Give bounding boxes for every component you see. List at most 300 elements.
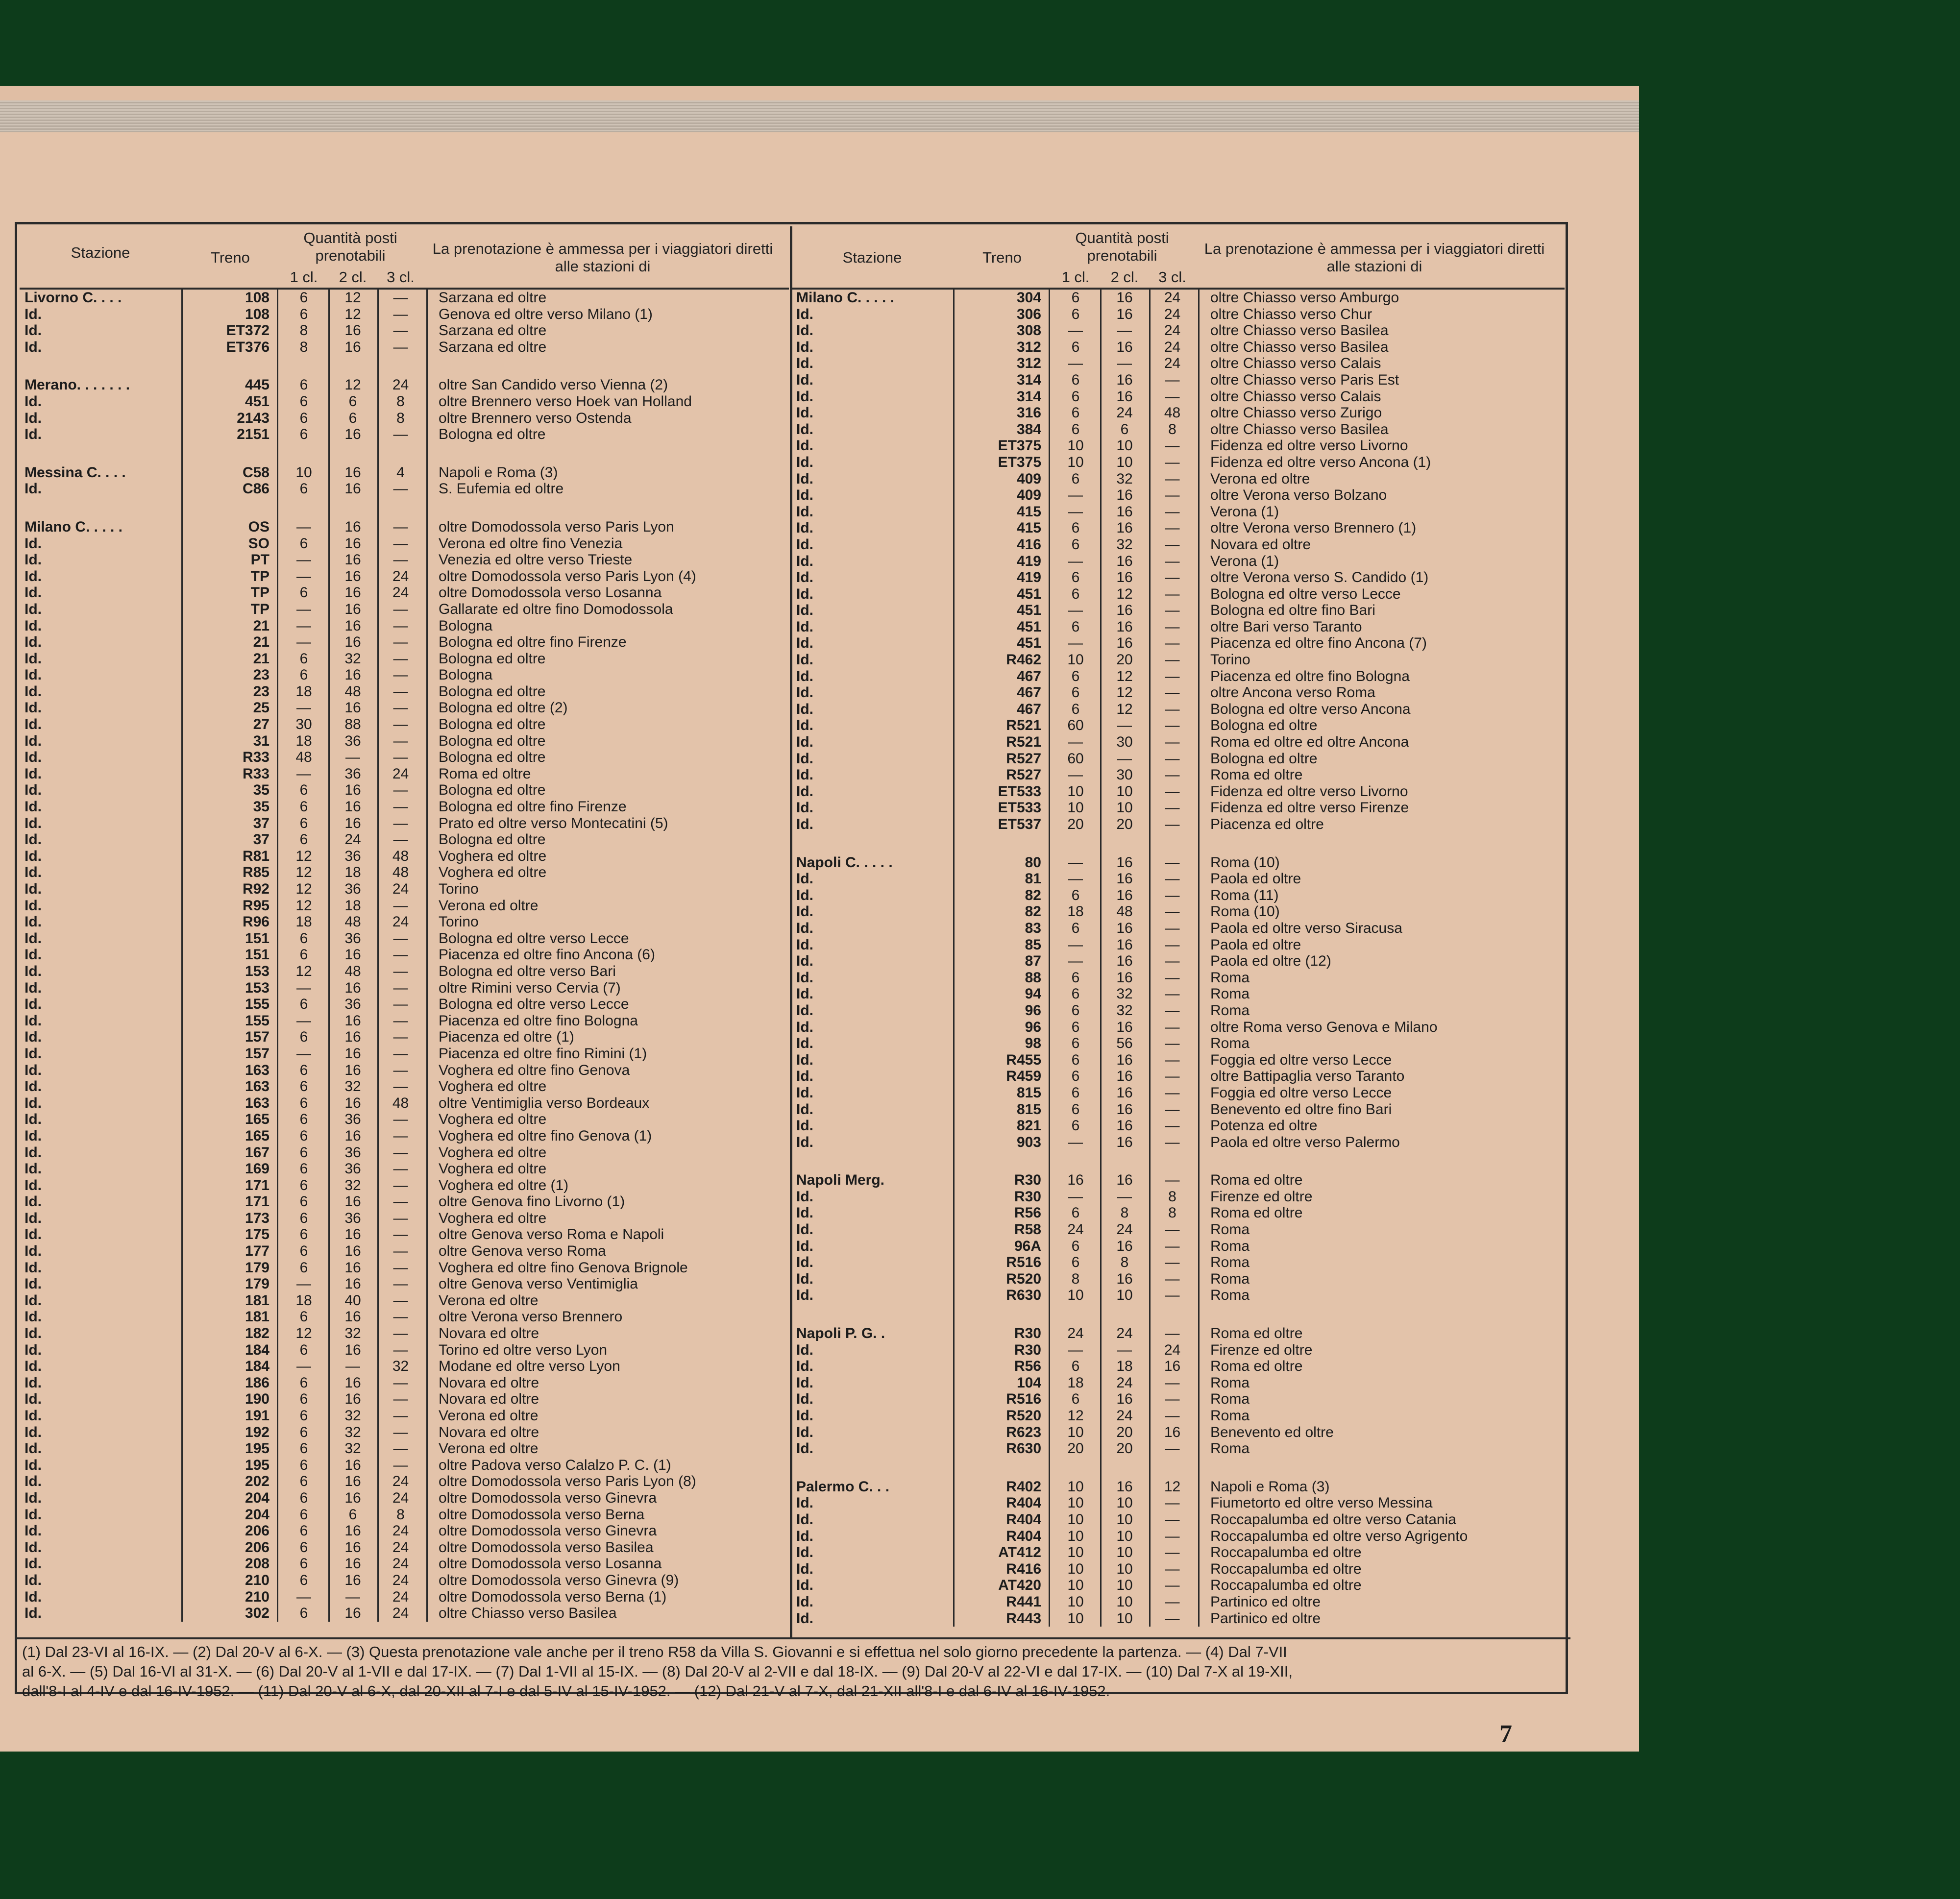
column-rule: [953, 290, 955, 1627]
table-row: [20, 1095, 789, 1112]
cell-cl2: 16: [344, 1029, 361, 1046]
cell-stazione: Id.: [24, 667, 42, 683]
cell-stazione: Id.: [796, 438, 813, 454]
cell-treno: 80: [1025, 854, 1041, 871]
cell-destinazione: Bologna ed oltre: [1210, 717, 1318, 734]
cell-stazione: Id.: [796, 520, 813, 536]
cell-cl3: —: [1165, 1118, 1180, 1134]
cell-stazione: Id.: [796, 602, 813, 619]
table-row: [20, 831, 789, 848]
cell-cl2: 20: [1116, 1424, 1133, 1440]
cell-treno: 21: [253, 634, 270, 651]
cell-cl1: 12: [295, 848, 312, 864]
cell-cl2: 16: [344, 535, 361, 552]
cell-treno: 153: [245, 963, 270, 979]
cell-destinazione: oltre Genova verso Ventimiglia: [439, 1276, 638, 1292]
cell-cl1: —: [296, 634, 311, 651]
cell-cl3: —: [393, 1177, 408, 1193]
cell-cl3: —: [393, 667, 408, 683]
cell-cl3: —: [1165, 1495, 1180, 1511]
cell-cl3: —: [393, 963, 408, 979]
cell-treno: 94: [1025, 986, 1041, 1002]
cell-cl3: —: [393, 749, 408, 766]
cell-destinazione: oltre Domodossola verso Losanna: [439, 584, 662, 601]
cell-cl3: —: [1165, 1254, 1180, 1271]
cell-destinazione: Voghera ed oltre: [439, 1111, 547, 1128]
cell-treno: 153: [245, 979, 270, 996]
cell-stazione: Id.: [24, 897, 42, 914]
cell-cl1: 6: [299, 426, 308, 443]
cell-treno: OS: [248, 518, 270, 535]
cell-destinazione: Paola ed oltre: [1210, 871, 1301, 887]
cell-stazione: Id.: [24, 881, 42, 897]
cell-cl2: 24: [1116, 1374, 1133, 1391]
cell-cl1: 6: [299, 1062, 308, 1078]
table-row: [20, 410, 789, 427]
cell-destinazione: Roma: [1210, 1408, 1250, 1424]
cell-stazione: Id.: [24, 1276, 42, 1292]
cell-destinazione: Bologna ed oltre: [439, 426, 546, 443]
cell-cl1: 6: [1071, 1358, 1080, 1375]
cell-cl3: 24: [392, 1523, 409, 1539]
cell-destinazione: Piacenza ed oltre fino Rimini (1): [439, 1045, 647, 1062]
cell-cl2: 36: [344, 881, 361, 897]
cell-treno: 308: [1016, 322, 1041, 339]
cell-cl3: 24: [392, 1556, 409, 1572]
cell-treno: R96: [242, 914, 270, 930]
cell-treno: 451: [245, 393, 270, 410]
cell-cl3: —: [393, 1424, 408, 1440]
cell-cl2: 36: [344, 848, 361, 864]
cell-destinazione: oltre Rimini verso Cervia (7): [439, 979, 621, 996]
cell-destinazione: oltre Ventimiglia verso Bordeaux: [439, 1095, 650, 1111]
cell-cl2: —: [1117, 322, 1132, 339]
cell-stazione: Id.: [796, 1134, 813, 1150]
cell-cl2: 16: [344, 1341, 361, 1358]
cell-stazione: Id.: [24, 1177, 42, 1193]
cell-destinazione: Sarzana ed oltre: [439, 322, 547, 339]
table-row: [791, 970, 1565, 986]
cell-cl1: —: [1068, 767, 1083, 783]
cell-cl3: 24: [392, 1489, 409, 1506]
cell-cl2: 16: [344, 584, 361, 601]
header-cl2: 2 cl.: [339, 268, 367, 286]
cell-destinazione: Voghera ed oltre fino Genova: [439, 1062, 630, 1078]
cell-cl2: 32: [344, 1408, 361, 1424]
cell-stazione: Id.: [796, 684, 813, 701]
cell-cl2: 12: [344, 306, 361, 322]
cell-cl3: —: [393, 996, 408, 1013]
cell-cl2: 16: [1116, 388, 1133, 405]
cell-cl2: 32: [1116, 536, 1133, 553]
cell-cl1: 12: [295, 881, 312, 897]
table-row: [20, 1210, 789, 1227]
cell-cl3: —: [1165, 388, 1180, 405]
cell-cl1: —: [296, 979, 311, 996]
cell-stazione: Id.: [796, 1391, 813, 1408]
cell-destinazione: Bologna ed oltre (2): [439, 700, 568, 716]
table-row: [20, 322, 789, 339]
cell-cl2: —: [345, 749, 360, 766]
cell-treno: 25: [253, 700, 270, 716]
table-row: [20, 1062, 789, 1079]
cell-cl1: 10: [1067, 800, 1084, 816]
cell-destinazione: Piacenza ed oltre fino Ancona (6): [439, 947, 655, 963]
table-row: [791, 734, 1565, 751]
cell-cl1: 10: [1067, 438, 1084, 454]
cell-cl1: —: [296, 552, 311, 568]
cell-cl1: 10: [1067, 1287, 1084, 1304]
table-row: [20, 1473, 789, 1490]
cell-treno: ET533: [998, 783, 1041, 800]
cell-stazione: Id.: [796, 1221, 813, 1238]
cell-destinazione: oltre San Candido verso Vienna (2): [439, 377, 668, 393]
table-row: [791, 1325, 1565, 1342]
cell-stazione: Id.: [796, 1051, 813, 1068]
cell-cl1: 6: [1071, 1118, 1080, 1134]
cell-cl1: 6: [1071, 1238, 1080, 1254]
cell-stazione: Id.: [24, 306, 42, 322]
table-row: [20, 1226, 789, 1243]
cell-treno: R459: [1006, 1068, 1041, 1085]
cell-treno: 167: [245, 1144, 270, 1161]
table-row: [20, 1342, 789, 1359]
table-row: [791, 1528, 1565, 1545]
cell-cl3: —: [1165, 569, 1180, 586]
cell-cl2: —: [1117, 717, 1132, 734]
cell-cl2: 10: [1116, 783, 1133, 800]
column-rule: [426, 290, 428, 1622]
cell-treno: 96A: [1014, 1238, 1041, 1254]
table-row: [20, 864, 789, 881]
header-cl1: 1 cl.: [1061, 268, 1090, 286]
cell-cl2: 24: [1116, 405, 1133, 421]
table-row: [20, 377, 789, 393]
cell-stazione: Id.: [796, 1577, 813, 1594]
cell-cl1: 6: [299, 1161, 308, 1177]
cell-stazione: Id.: [796, 1101, 813, 1118]
cell-cl1: 6: [299, 1440, 308, 1457]
cell-cl1: 6: [299, 1029, 308, 1046]
cell-cl2: —: [1117, 1188, 1132, 1205]
table-row: [20, 1013, 789, 1029]
cell-treno: 306: [1016, 306, 1041, 322]
cell-destinazione: Verona ed oltre: [439, 1292, 539, 1309]
cell-cl2: 10: [1116, 800, 1133, 816]
cell-treno: 96: [1025, 1002, 1041, 1019]
cell-destinazione: oltre Domodossola verso Ginevra (9): [439, 1572, 679, 1588]
cell-destinazione: Paola ed oltre verso Palermo: [1210, 1134, 1400, 1150]
cell-stazione: Id.: [796, 1440, 813, 1457]
cell-cl1: 6: [299, 1309, 308, 1325]
table-row: [20, 1523, 789, 1539]
cell-cl3: —: [393, 1440, 408, 1457]
cell-cl2: 12: [344, 377, 361, 393]
cell-treno: 35: [253, 782, 270, 799]
cell-destinazione: oltre Battipaglia verso Taranto: [1210, 1068, 1405, 1085]
cell-destinazione: Fiumetorto ed oltre verso Messina: [1210, 1495, 1433, 1511]
cell-cl1: 6: [1071, 684, 1080, 701]
cell-stazione: Id.: [24, 1523, 42, 1539]
table-row: [20, 1507, 789, 1523]
cell-stazione: Id.: [796, 388, 813, 405]
cell-destinazione: Bologna ed oltre: [439, 650, 546, 667]
table-row: [20, 716, 789, 733]
cell-stazione: Id.: [796, 1528, 813, 1544]
right-rows: [791, 290, 1565, 1627]
cell-cl2: 16: [1116, 1051, 1133, 1068]
cell-treno: R33: [242, 765, 270, 782]
cell-destinazione: Voghera ed oltre: [439, 1078, 547, 1095]
cell-destinazione: oltre Chiasso verso Calais: [1210, 388, 1381, 405]
cell-cl1: 6: [299, 1177, 308, 1193]
cell-stazione: Id.: [24, 864, 42, 881]
cell-cl1: —: [296, 700, 311, 716]
header-quantita: Quantità posti prenotabili: [1075, 229, 1169, 264]
cell-stazione: Id.: [796, 1270, 813, 1287]
cell-cl2: 16: [344, 634, 361, 651]
cell-treno: 165: [245, 1127, 270, 1144]
cell-cl3: 24: [392, 1605, 409, 1622]
cell-cl3: —: [1165, 652, 1180, 668]
cell-cl1: 6: [299, 1193, 308, 1210]
cell-destinazione: oltre Domodossola verso Losanna: [439, 1556, 662, 1572]
cell-cl1: —: [1068, 871, 1083, 887]
cell-cl3: —: [1165, 503, 1180, 520]
cell-cl1: 6: [299, 1605, 308, 1622]
table-row: [791, 1254, 1565, 1271]
cell-cl1: 18: [295, 732, 312, 749]
cell-cl1: 6: [1071, 1035, 1080, 1052]
cell-cl3: —: [393, 1226, 408, 1243]
cell-stazione: Id.: [24, 1408, 42, 1424]
cell-cl2: 16: [344, 1605, 361, 1622]
cell-cl3: —: [393, 1029, 408, 1046]
cell-stazione: Id.: [24, 1341, 42, 1358]
cell-treno: R630: [1006, 1287, 1041, 1304]
cell-cl2: 16: [344, 339, 361, 355]
header-cl3: 3 cl.: [1158, 268, 1186, 286]
cell-treno: 83: [1025, 920, 1041, 936]
table-row: [791, 520, 1565, 536]
cell-cl3: —: [1165, 986, 1180, 1002]
table-row: [791, 1085, 1565, 1101]
header-cl3: 3 cl.: [387, 268, 415, 286]
cell-stazione: Id.: [24, 393, 42, 410]
header-quantita: Quantità posti prenotabili: [303, 229, 397, 264]
cell-stazione: Id.: [796, 487, 813, 504]
cell-cl1: —: [296, 1045, 311, 1062]
cell-cl3: —: [393, 1111, 408, 1128]
table-row: [20, 700, 789, 716]
cell-cl2: 6: [348, 1506, 357, 1523]
cell-cl2: 18: [1116, 1358, 1133, 1375]
cell-destinazione: Benevento ed oltre fino Bari: [1210, 1101, 1392, 1118]
cell-destinazione: Bologna: [439, 667, 493, 683]
cell-stazione: Id.: [24, 1095, 42, 1111]
cell-cl3: —: [1165, 1560, 1180, 1577]
table-row: [791, 1358, 1565, 1375]
table-row: [20, 584, 789, 601]
cell-cl1: 12: [295, 897, 312, 914]
cell-treno: 108: [245, 290, 270, 306]
cell-cl3: —: [393, 290, 408, 306]
cell-treno: R85: [242, 864, 270, 881]
cell-cl1: 24: [1067, 1221, 1084, 1238]
table-row: [791, 619, 1565, 635]
cell-treno: 23: [253, 667, 270, 683]
cell-stazione: Id.: [24, 650, 42, 667]
cell-cl1: 10: [1067, 1495, 1084, 1511]
cell-cl3: —: [393, 831, 408, 848]
table-row: [20, 1408, 789, 1424]
table-row: [20, 1046, 789, 1062]
cell-cl2: 16: [344, 1457, 361, 1473]
cell-cl1: 6: [299, 1078, 308, 1095]
cell-treno: R30: [1014, 1325, 1041, 1342]
cell-cl3: 48: [1164, 405, 1181, 421]
table-row: [791, 438, 1565, 454]
cell-cl3: —: [393, 1144, 408, 1161]
cell-cl2: 10: [1116, 1593, 1133, 1610]
cell-destinazione: Fidenza ed oltre verso Livorno: [1210, 438, 1408, 454]
cell-cl3: —: [393, 1161, 408, 1177]
cell-cl2: 16: [1116, 1134, 1133, 1150]
cell-cl1: 6: [299, 1259, 308, 1276]
cell-cl2: 16: [1116, 635, 1133, 652]
cell-stazione: Id.: [796, 969, 813, 986]
table-row: [791, 569, 1565, 586]
cell-treno: R58: [1014, 1221, 1041, 1238]
cell-treno: 210: [245, 1572, 270, 1588]
cell-cl1: 10: [1067, 1478, 1084, 1495]
cell-cl3: 48: [392, 864, 409, 881]
cell-destinazione: Roma: [1210, 1391, 1250, 1408]
cell-destinazione: Sarzana ed oltre: [439, 290, 547, 306]
cell-cl1: 6: [299, 996, 308, 1013]
cell-cl1: 6: [1071, 668, 1080, 684]
cell-cl2: 12: [1116, 585, 1133, 602]
cell-treno: 21: [253, 650, 270, 667]
cell-treno: AT412: [998, 1544, 1041, 1561]
cell-cl1: 10: [1067, 1528, 1084, 1544]
cell-treno: 210: [245, 1588, 270, 1605]
cell-treno: 163: [245, 1095, 270, 1111]
cell-destinazione: Napoli e Roma (3): [1210, 1478, 1330, 1495]
cell-stazione: Id.: [796, 1358, 813, 1375]
cell-destinazione: Sarzana ed oltre: [439, 339, 547, 355]
cell-cl2: 6: [1120, 421, 1129, 438]
cell-destinazione: Voghera ed oltre fino Genova Brignole: [439, 1259, 688, 1276]
cell-cl3: —: [1165, 936, 1180, 953]
cell-stazione: Id.: [796, 767, 813, 783]
cell-destinazione: Roma ed oltre: [1210, 1205, 1303, 1221]
cell-stazione: Napoli P. G. .: [796, 1325, 885, 1342]
table-row: [20, 1260, 789, 1276]
cell-cl2: 16: [344, 782, 361, 799]
cell-cl3: —: [393, 634, 408, 651]
cell-stazione: Id.: [796, 717, 813, 734]
cell-treno: 151: [245, 947, 270, 963]
cell-cl2: 32: [1116, 470, 1133, 487]
cell-treno: R30: [1014, 1172, 1041, 1189]
cell-cl1: —: [1068, 553, 1083, 569]
cell-cl2: 16: [1116, 553, 1133, 569]
table-row: [791, 684, 1565, 701]
table-row: [20, 1605, 789, 1622]
table-row: [20, 980, 789, 997]
cell-treno: 177: [245, 1243, 270, 1260]
cell-stazione: Id.: [24, 1062, 42, 1078]
cell-cl1: 12: [295, 963, 312, 979]
cell-stazione: Id.: [24, 1358, 42, 1375]
table-row: [791, 701, 1565, 718]
table-row: [791, 1561, 1565, 1578]
cell-cl3: —: [393, 716, 408, 733]
table-row: [791, 372, 1565, 389]
cell-cl3: —: [1165, 1577, 1180, 1594]
cell-stazione: Id.: [796, 339, 813, 355]
cell-stazione: Id.: [796, 454, 813, 470]
cell-stazione: Id.: [796, 470, 813, 487]
cell-stazione: Id.: [24, 568, 42, 584]
cell-stazione: Id.: [796, 405, 813, 421]
column-rule: [1049, 290, 1050, 1627]
cell-cl2: 16: [1116, 1270, 1133, 1287]
cell-cl1: 6: [299, 1539, 308, 1556]
cell-stazione: Id.: [796, 1205, 813, 1221]
cell-treno: 903: [1016, 1134, 1041, 1150]
cell-destinazione: Voghera ed oltre: [439, 848, 547, 864]
row-gap: [20, 443, 789, 464]
cell-destinazione: oltre Domodossola verso Paris Lyon (4): [439, 568, 696, 584]
cell-cl2: 6: [348, 410, 357, 426]
cell-cl2: 16: [1116, 290, 1133, 306]
table-row: [791, 1610, 1565, 1627]
cell-cl1: 6: [299, 410, 308, 426]
cell-stazione: Id.: [24, 700, 42, 716]
cell-treno: R520: [1006, 1408, 1041, 1424]
cell-cl2: 36: [344, 1144, 361, 1161]
cell-treno: 451: [1016, 585, 1041, 602]
cell-cl2: 16: [1116, 953, 1133, 970]
table-row: [791, 1594, 1565, 1610]
table-row: [20, 1177, 789, 1194]
cell-cl2: 16: [344, 979, 361, 996]
cell-treno: 2151: [237, 426, 270, 443]
cell-cl1: 6: [299, 1489, 308, 1506]
cell-treno: 82: [1025, 887, 1041, 903]
cell-cl2: 16: [344, 1062, 361, 1078]
cell-destinazione: Foggia ed oltre verso Lecce: [1210, 1084, 1392, 1101]
page-edge: [0, 100, 1639, 135]
cell-treno: 31: [253, 732, 270, 749]
cell-cl3: 32: [392, 1358, 409, 1375]
cell-destinazione: oltre Chiasso verso Chur: [1210, 306, 1372, 322]
cell-treno: R404: [1006, 1511, 1041, 1528]
cell-stazione: Id.: [796, 783, 813, 800]
cell-cl1: 12: [1067, 1408, 1084, 1424]
cell-cl1: 6: [299, 650, 308, 667]
cell-cl1: —: [296, 1588, 311, 1605]
cell-cl2: 10: [1116, 454, 1133, 470]
cell-cl3: —: [1165, 1325, 1180, 1342]
cell-stazione: Id.: [796, 322, 813, 339]
cell-cl3: —: [393, 426, 408, 443]
cell-treno: 419: [1016, 569, 1041, 586]
cell-cl1: 18: [295, 683, 312, 700]
cell-cl1: 6: [1071, 1254, 1080, 1271]
